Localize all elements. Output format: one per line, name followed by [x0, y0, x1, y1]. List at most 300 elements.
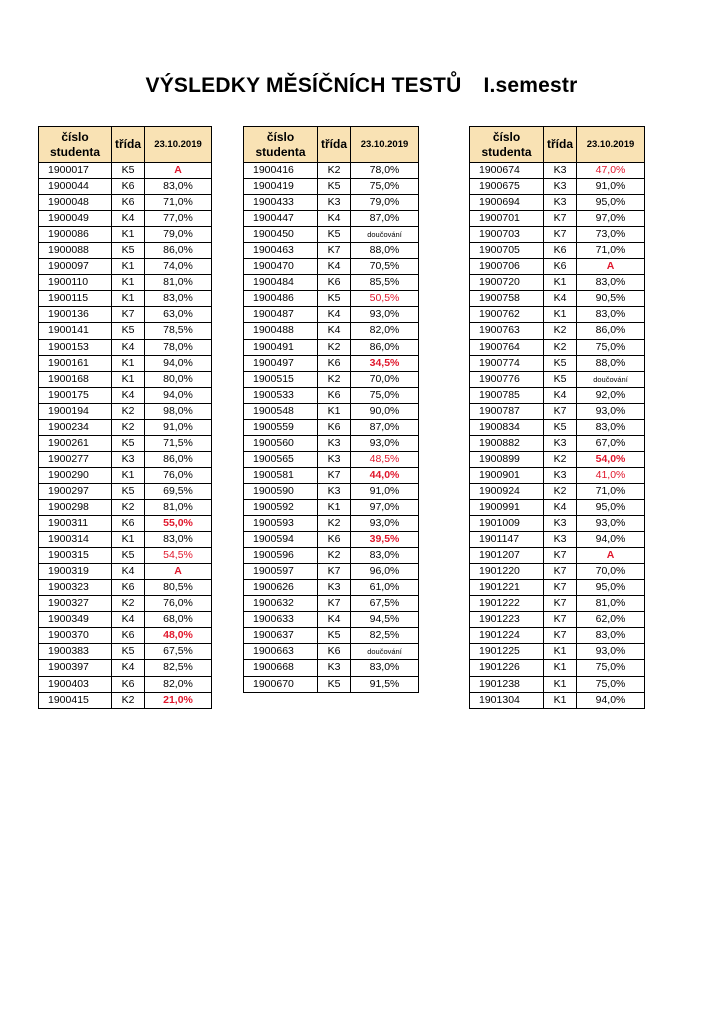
class-cell: K3: [544, 195, 577, 211]
class-cell: K7: [544, 596, 577, 612]
class-cell: K3: [544, 163, 577, 179]
class-cell: K4: [112, 339, 145, 355]
student-id-cell: 1900234: [39, 419, 112, 435]
table-row: [244, 644, 419, 660]
column-header-class: třída: [544, 127, 577, 163]
class-cell: K4: [112, 612, 145, 628]
result-cell: 87,0%: [351, 211, 419, 227]
student-id-cell: 1900314: [39, 532, 112, 548]
table-row: [244, 163, 419, 179]
student-id-cell: 1900706: [470, 259, 544, 275]
student-id-cell: 1900115: [39, 291, 112, 307]
result-cell: 68,0%: [145, 612, 212, 628]
table-row: [244, 435, 419, 451]
table-row: [470, 451, 645, 467]
result-cell: 90,0%: [351, 403, 419, 419]
table-row: [470, 307, 645, 323]
table-row: [39, 259, 212, 275]
student-id-cell: 1900762: [470, 307, 544, 323]
student-id-cell: 1900703: [470, 227, 544, 243]
table-row: [244, 516, 419, 532]
class-cell: K6: [318, 275, 351, 291]
table-row: [39, 387, 212, 403]
class-cell: K4: [112, 660, 145, 676]
table-row: [39, 467, 212, 483]
result-cell: 71,0%: [145, 195, 212, 211]
class-cell: K1: [112, 275, 145, 291]
class-cell: K5: [112, 435, 145, 451]
table-row: [39, 612, 212, 628]
class-cell: K2: [318, 516, 351, 532]
table-row: [244, 660, 419, 676]
student-id-cell: 1900136: [39, 307, 112, 323]
class-cell: K7: [318, 467, 351, 483]
result-cell: 62,0%: [577, 612, 645, 628]
table-row: [244, 227, 419, 243]
result-cell: 50,5%: [351, 291, 419, 307]
class-cell: K6: [112, 580, 145, 596]
result-cell: 94,0%: [145, 387, 212, 403]
table-row: [470, 259, 645, 275]
table-row: [39, 676, 212, 692]
student-id-cell: 1900497: [244, 355, 318, 371]
student-id-cell: 1900675: [470, 179, 544, 195]
student-id-cell: 1900463: [244, 243, 318, 259]
student-id-cell: 1901238: [470, 676, 544, 692]
class-cell: K3: [318, 580, 351, 596]
result-cell: 74,0%: [145, 259, 212, 275]
student-id-cell: 1900161: [39, 355, 112, 371]
class-cell: K5: [544, 371, 577, 387]
student-id-cell: 1900433: [244, 195, 318, 211]
student-id-cell: 1900764: [470, 339, 544, 355]
result-cell: 76,0%: [145, 596, 212, 612]
class-cell: K5: [318, 227, 351, 243]
result-cell: 88,0%: [577, 355, 645, 371]
table-row: [39, 435, 212, 451]
result-cell: 94,0%: [577, 692, 645, 708]
table-row: [39, 692, 212, 708]
result-cell: 78,0%: [351, 163, 419, 179]
class-cell: K3: [544, 435, 577, 451]
table-row: [39, 243, 212, 259]
class-cell: K6: [112, 676, 145, 692]
result-cell: doučování: [351, 227, 419, 243]
class-cell: K1: [544, 692, 577, 708]
result-cell: 92,0%: [577, 387, 645, 403]
result-cell: 63,0%: [145, 307, 212, 323]
student-id-cell: 1900141: [39, 323, 112, 339]
student-id-cell: 1900049: [39, 211, 112, 227]
student-id-cell: 1900048: [39, 195, 112, 211]
result-cell: 70,0%: [577, 564, 645, 580]
class-cell: K2: [318, 548, 351, 564]
student-id-cell: 1900044: [39, 179, 112, 195]
class-cell: K7: [544, 211, 577, 227]
table-row: [39, 339, 212, 355]
student-id-cell: 1900110: [39, 275, 112, 291]
student-id-cell: 1900991: [470, 499, 544, 515]
class-cell: K6: [112, 516, 145, 532]
result-cell: 83,0%: [577, 307, 645, 323]
class-cell: K7: [544, 580, 577, 596]
table-row: [244, 676, 419, 692]
class-cell: K3: [318, 195, 351, 211]
student-id-cell: 1900097: [39, 259, 112, 275]
class-cell: K6: [544, 243, 577, 259]
class-cell: K4: [544, 499, 577, 515]
student-id-cell: 1900776: [470, 371, 544, 387]
column-header-student-id: číslo studenta: [244, 127, 318, 163]
table-row: [244, 596, 419, 612]
student-id-cell: 1900720: [470, 275, 544, 291]
result-cell: 91,0%: [145, 419, 212, 435]
class-cell: K5: [544, 355, 577, 371]
result-cell: 79,0%: [351, 195, 419, 211]
results-table-3: [469, 126, 645, 709]
class-cell: K7: [112, 307, 145, 323]
student-id-cell: 1900311: [39, 516, 112, 532]
class-cell: K7: [544, 564, 577, 580]
student-id-cell: 1901222: [470, 596, 544, 612]
student-id-cell: 1900277: [39, 451, 112, 467]
class-cell: K1: [112, 355, 145, 371]
column-header-date: 23.10.2019: [577, 127, 645, 163]
class-cell: K3: [544, 516, 577, 532]
student-id-cell: 1900705: [470, 243, 544, 259]
class-cell: K4: [544, 291, 577, 307]
class-cell: K7: [544, 227, 577, 243]
student-id-cell: 1900403: [39, 676, 112, 692]
result-cell: 71,0%: [577, 243, 645, 259]
student-id-cell: 1900017: [39, 163, 112, 179]
result-cell: 34,5%: [351, 355, 419, 371]
student-id-cell: 1900297: [39, 483, 112, 499]
table-row: [470, 179, 645, 195]
student-id-cell: 1901009: [470, 516, 544, 532]
table-row: [244, 451, 419, 467]
student-id-cell: 1900785: [470, 387, 544, 403]
table-row: [244, 532, 419, 548]
table-row: [39, 403, 212, 419]
result-cell: 81,0%: [145, 275, 212, 291]
result-cell: 95,0%: [577, 195, 645, 211]
class-cell: K3: [544, 179, 577, 195]
class-cell: K7: [544, 612, 577, 628]
table-row: [470, 596, 645, 612]
student-id-cell: 1901225: [470, 644, 544, 660]
table-row: [244, 419, 419, 435]
results-table-1: [38, 126, 212, 709]
student-id-cell: 1900415: [39, 692, 112, 708]
student-id-cell: 1900488: [244, 323, 318, 339]
table-row: [470, 387, 645, 403]
student-id-cell: 1900668: [244, 660, 318, 676]
table-row: [244, 403, 419, 419]
column-header-student-id: číslo studenta: [39, 127, 112, 163]
result-cell: 83,0%: [145, 291, 212, 307]
table-row: [470, 227, 645, 243]
table-row: [470, 211, 645, 227]
student-id-cell: 1900533: [244, 387, 318, 403]
table-row: [39, 291, 212, 307]
class-cell: K5: [112, 163, 145, 179]
result-cell: 82,5%: [351, 628, 419, 644]
class-cell: K2: [112, 419, 145, 435]
class-cell: K2: [544, 451, 577, 467]
student-id-cell: 1900261: [39, 435, 112, 451]
result-cell: 83,0%: [577, 419, 645, 435]
student-id-cell: 1900349: [39, 612, 112, 628]
result-cell: 77,0%: [145, 211, 212, 227]
student-id-cell: 1900487: [244, 307, 318, 323]
student-id-cell: 1900327: [39, 596, 112, 612]
result-cell: 98,0%: [145, 403, 212, 419]
student-id-cell: 1900637: [244, 628, 318, 644]
class-cell: K1: [544, 275, 577, 291]
table-row: [470, 195, 645, 211]
table-row: [39, 355, 212, 371]
table-row: [39, 660, 212, 676]
result-cell: 75,0%: [577, 339, 645, 355]
class-cell: K2: [112, 499, 145, 515]
result-cell: 81,0%: [145, 499, 212, 515]
class-cell: K1: [112, 467, 145, 483]
class-cell: K7: [318, 243, 351, 259]
table-header-row: [244, 127, 419, 163]
class-cell: K2: [318, 371, 351, 387]
class-cell: K5: [318, 291, 351, 307]
result-cell: 83,0%: [577, 628, 645, 644]
class-cell: K3: [318, 660, 351, 676]
table-row: [39, 499, 212, 515]
result-cell: 83,0%: [145, 179, 212, 195]
class-cell: K4: [544, 387, 577, 403]
result-cell: 83,0%: [351, 660, 419, 676]
class-cell: K3: [318, 435, 351, 451]
table-row: [244, 387, 419, 403]
class-cell: K2: [112, 692, 145, 708]
result-cell: doučování: [351, 644, 419, 660]
result-cell: 86,0%: [351, 339, 419, 355]
class-cell: K2: [318, 163, 351, 179]
result-cell: 83,0%: [577, 275, 645, 291]
table-row: [39, 564, 212, 580]
class-cell: K1: [112, 371, 145, 387]
table-row: [39, 419, 212, 435]
student-id-cell: 1900168: [39, 371, 112, 387]
class-cell: K5: [112, 243, 145, 259]
table-row: [470, 580, 645, 596]
class-cell: K5: [112, 548, 145, 564]
table-row: [39, 323, 212, 339]
student-id-cell: 1900153: [39, 339, 112, 355]
student-id-cell: 1900088: [39, 243, 112, 259]
table-header-row: [39, 127, 212, 163]
class-cell: K4: [318, 612, 351, 628]
class-cell: K3: [112, 451, 145, 467]
student-id-cell: 1900882: [470, 435, 544, 451]
table-row: [470, 339, 645, 355]
student-id-cell: 1900694: [470, 195, 544, 211]
result-cell: 90,5%: [577, 291, 645, 307]
student-id-cell: 1900633: [244, 612, 318, 628]
result-cell: A: [577, 548, 645, 564]
page-title: [0, 74, 723, 98]
result-cell: 78,0%: [145, 339, 212, 355]
table-row: [244, 467, 419, 483]
student-id-cell: 1901207: [470, 548, 544, 564]
result-cell: 94,0%: [577, 532, 645, 548]
column-header-class: třída: [318, 127, 351, 163]
result-cell: 91,0%: [577, 179, 645, 195]
student-id-cell: 1900834: [470, 419, 544, 435]
student-id-cell: 1900416: [244, 163, 318, 179]
table-row: [470, 532, 645, 548]
result-cell: doučování: [577, 371, 645, 387]
student-id-cell: 1900774: [470, 355, 544, 371]
student-id-cell: 1900484: [244, 275, 318, 291]
student-id-cell: 1900594: [244, 532, 318, 548]
student-id-cell: 1900590: [244, 483, 318, 499]
title-semester: I.semestr: [483, 74, 578, 97]
result-cell: 95,0%: [577, 580, 645, 596]
student-id-cell: 1900924: [470, 483, 544, 499]
result-cell: 76,0%: [145, 467, 212, 483]
table-row: [39, 307, 212, 323]
student-id-cell: 1900515: [244, 371, 318, 387]
table-row: [244, 371, 419, 387]
result-cell: 67,5%: [351, 596, 419, 612]
student-id-cell: 1900447: [244, 211, 318, 227]
student-id-cell: 1901224: [470, 628, 544, 644]
table-row: [39, 195, 212, 211]
class-cell: K1: [544, 660, 577, 676]
result-cell: 70,0%: [351, 371, 419, 387]
result-cell: 97,0%: [577, 211, 645, 227]
student-id-cell: 1900290: [39, 467, 112, 483]
table-row: [39, 628, 212, 644]
result-cell: 21,0%: [145, 692, 212, 708]
student-id-cell: 1900419: [244, 179, 318, 195]
table-row: [470, 291, 645, 307]
student-id-cell: 1900486: [244, 291, 318, 307]
title-main: VÝSLEDKY MĚSÍČNÍCH TESTŮ: [145, 74, 462, 97]
student-id-cell: 1901220: [470, 564, 544, 580]
column-header-student-id: číslo studenta: [470, 127, 544, 163]
table-row: [244, 195, 419, 211]
student-id-cell: 1900491: [244, 339, 318, 355]
table-row: [470, 435, 645, 451]
table-row: [470, 323, 645, 339]
result-cell: 82,0%: [351, 323, 419, 339]
class-cell: K5: [112, 644, 145, 660]
class-cell: K6: [112, 179, 145, 195]
result-cell: 85,5%: [351, 275, 419, 291]
result-cell: 48,0%: [145, 628, 212, 644]
student-id-cell: 1900319: [39, 564, 112, 580]
class-cell: K1: [544, 644, 577, 660]
class-cell: K3: [544, 467, 577, 483]
class-cell: K5: [544, 419, 577, 435]
table-row: [470, 467, 645, 483]
class-cell: K6: [318, 644, 351, 660]
student-id-cell: 1900901: [470, 467, 544, 483]
student-id-cell: 1900397: [39, 660, 112, 676]
table-row: [470, 371, 645, 387]
table-row: [470, 243, 645, 259]
table-row: [470, 644, 645, 660]
class-cell: K2: [112, 596, 145, 612]
table-row: [470, 564, 645, 580]
class-cell: K5: [318, 676, 351, 692]
table-row: [244, 628, 419, 644]
class-cell: K1: [112, 291, 145, 307]
class-cell: K1: [112, 259, 145, 275]
table-row: [244, 564, 419, 580]
student-id-cell: 1900565: [244, 451, 318, 467]
student-id-cell: 1900626: [244, 580, 318, 596]
student-id-cell: 1900763: [470, 323, 544, 339]
table-row: [470, 403, 645, 419]
result-cell: 96,0%: [351, 564, 419, 580]
student-id-cell: 1901223: [470, 612, 544, 628]
table-row: [470, 163, 645, 179]
table-row: [244, 291, 419, 307]
table-row: [39, 211, 212, 227]
table-row: [244, 580, 419, 596]
result-cell: 71,0%: [577, 483, 645, 499]
result-cell: 67,0%: [577, 435, 645, 451]
table-row: [39, 532, 212, 548]
table-row: [39, 596, 212, 612]
result-cell: 75,0%: [577, 660, 645, 676]
table-row: [39, 227, 212, 243]
class-cell: K4: [318, 323, 351, 339]
result-cell: 86,0%: [577, 323, 645, 339]
class-cell: K4: [112, 211, 145, 227]
class-cell: K2: [544, 339, 577, 355]
result-cell: 55,0%: [145, 516, 212, 532]
class-cell: K7: [544, 628, 577, 644]
column-header-date: 23.10.2019: [351, 127, 419, 163]
class-cell: K6: [544, 259, 577, 275]
class-cell: K2: [318, 339, 351, 355]
student-id-cell: 1900323: [39, 580, 112, 596]
table-row: [39, 548, 212, 564]
class-cell: K3: [318, 451, 351, 467]
result-cell: 79,0%: [145, 227, 212, 243]
class-cell: K7: [544, 403, 577, 419]
student-id-cell: 1900593: [244, 516, 318, 532]
result-cell: 95,0%: [577, 499, 645, 515]
student-id-cell: 1900194: [39, 403, 112, 419]
table-row: [39, 371, 212, 387]
result-cell: 94,5%: [351, 612, 419, 628]
class-cell: K7: [318, 596, 351, 612]
result-cell: 69,5%: [145, 483, 212, 499]
result-cell: 86,0%: [145, 451, 212, 467]
student-id-cell: 1900701: [470, 211, 544, 227]
result-cell: 83,0%: [145, 532, 212, 548]
table-row: [470, 499, 645, 515]
class-cell: K6: [318, 387, 351, 403]
table-row: [244, 339, 419, 355]
result-cell: 75,0%: [577, 676, 645, 692]
table-row: [470, 660, 645, 676]
student-id-cell: 1901226: [470, 660, 544, 676]
student-id-cell: 1900315: [39, 548, 112, 564]
